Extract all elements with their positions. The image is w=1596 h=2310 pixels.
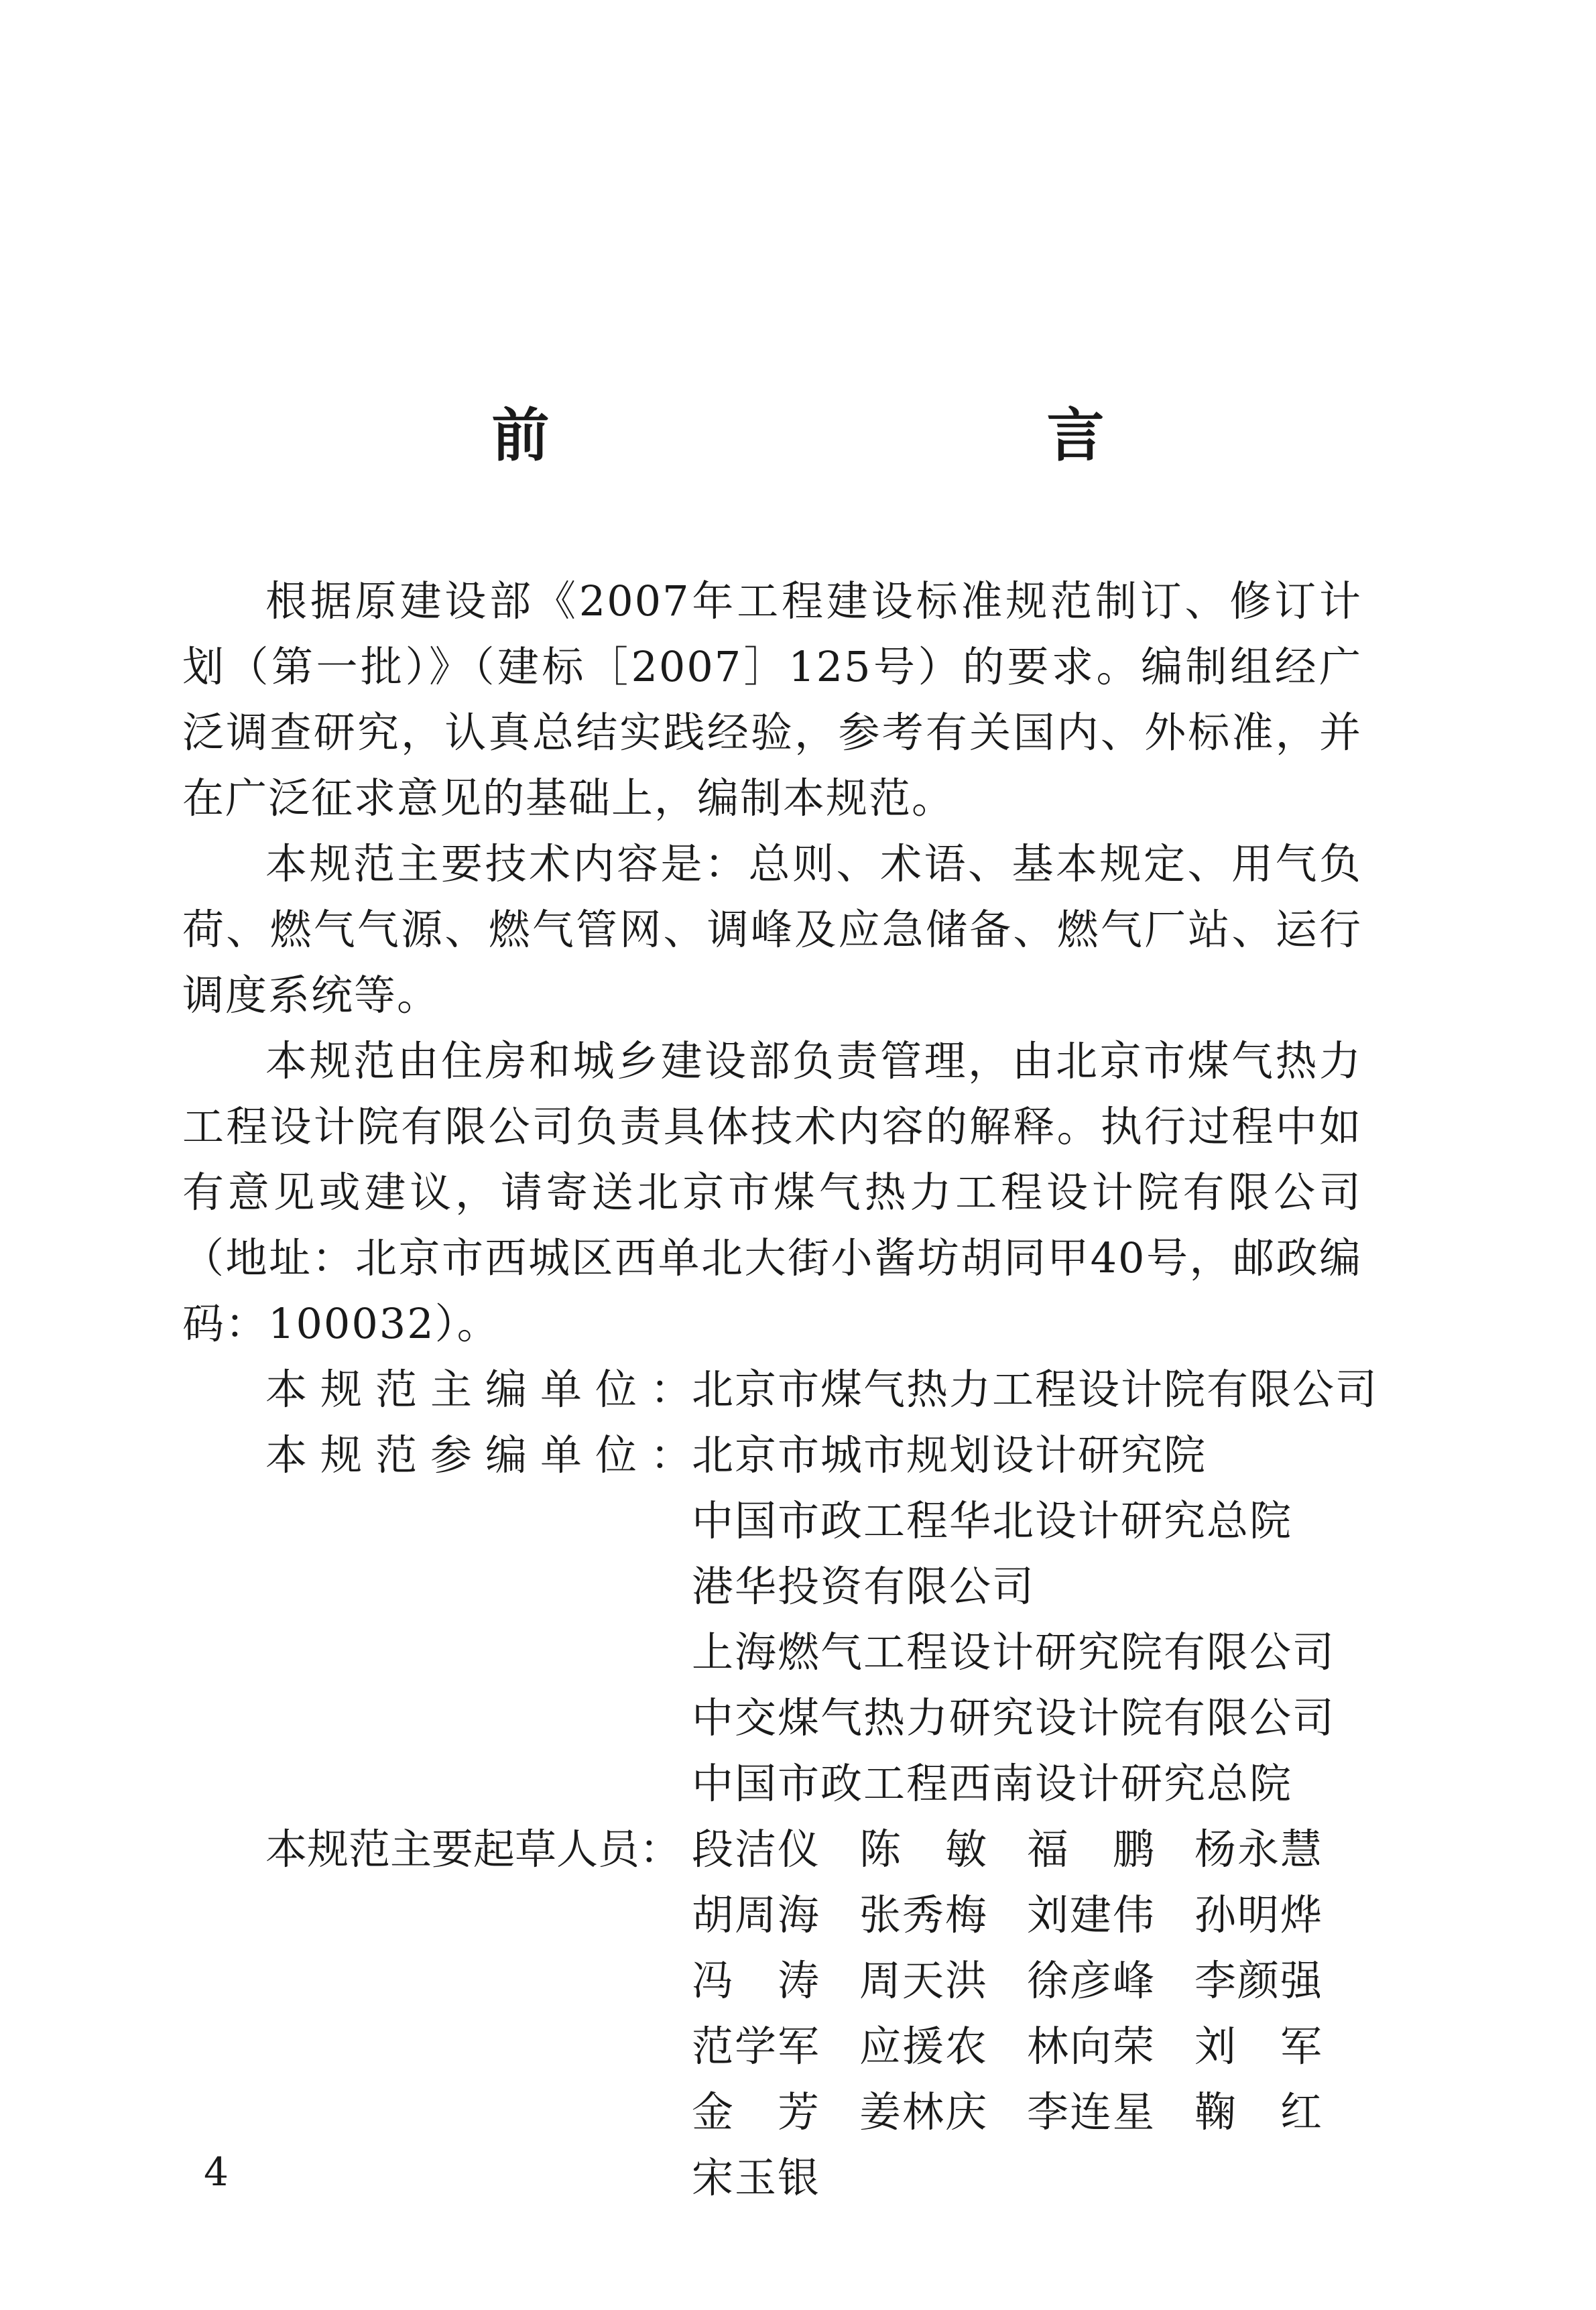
paragraph-basis: 根据原建设部《2007年工程建设标准规范制订、修订计划（第一批）》（建标［2007］125号）的要求。编制组经广泛调查研究，认真总结实践经验，参考有关国内、外标准，并在广泛征求意见的基础上，编制本规范。 (182, 576, 1362, 823)
paragraph-management: 本规范由住房和城乡建设部负责管理，由北京市煤气热力工程设计院有限公司负责具体技术内容的解释。执行过程中如有意见或建议，请寄送北京市煤气热力工程设计院有限公司（地址：北京市西城区西单北大街小酱坊胡同甲40号，邮政编码：100032）。 (182, 1036, 1362, 1348)
drafter-name: 胡周海 (692, 1890, 819, 1939)
drafter-name: 孙明烨 (1194, 1890, 1322, 1939)
drafter-name: 徐彦峰 (1027, 1956, 1154, 2005)
participating-unit: 中交煤气热力研究设计院有限公司 (692, 1693, 1336, 1742)
participating-unit: 北京市城市规划设计研究院 (692, 1431, 1207, 1479)
chief-unit-name: 北京市煤气热力工程设计院有限公司 (692, 1365, 1379, 1414)
drafter-name: 鞠红 (1194, 2087, 1322, 2136)
drafter-name: 周天洪 (859, 1956, 987, 2005)
drafter-name: 刘军 (1194, 2022, 1322, 2071)
drafters-list (692, 1817, 1362, 2211)
drafter-name: 姜林庆 (859, 2087, 987, 2136)
participating-unit: 中国市政工程华北设计研究总院 (692, 1496, 1293, 1545)
drafter-name: 范学军 (692, 2022, 819, 2071)
drafter-name: 金芳 (692, 2087, 819, 2136)
participating-unit: 港华投资有限公司 (692, 1562, 1036, 1611)
participating-units-list (692, 1422, 1335, 1817)
participating-units-label: 本规范参编单位： (265, 1431, 692, 1479)
drafter-name: 杨永慧 (1194, 1825, 1322, 1874)
drafter-name: 李连星 (1027, 2087, 1154, 2136)
chief-unit-row (182, 1357, 1379, 1422)
chief-unit-values (692, 1357, 1378, 1422)
paragraph-content: 本规范主要技术内容是：总则、术语、基本规定、用气负荷、燃气气源、燃气管网、调峰及应急储备、燃气厂站、运行调度系统等。 (182, 839, 1362, 1020)
drafters-row (182, 1817, 1362, 2211)
drafter-name: 福鹏 (1027, 1825, 1154, 1874)
page-title: 前 言 (491, 402, 1232, 469)
drafter-name: 段洁仪 (692, 1825, 819, 1874)
preface-body (182, 568, 1379, 2211)
drafter-name: 张秀梅 (859, 1890, 987, 1939)
drafter-name: 宋玉银 (692, 2153, 819, 2202)
drafter-name: 应援农 (859, 2022, 987, 2071)
participating-units-row (182, 1422, 1362, 1817)
chief-unit-label: 本规范主编单位： (265, 1365, 692, 1414)
drafter-name: 陈敏 (859, 1825, 987, 1874)
drafters-label: 本规范主要起草人员： (265, 1825, 682, 1874)
page-number: 4 (204, 2149, 229, 2195)
drafter-name: 林向荣 (1027, 2022, 1154, 2071)
participating-unit: 中国市政工程西南设计研究总院 (692, 1759, 1293, 1808)
drafter-name: 冯涛 (692, 1956, 819, 2005)
drafter-name: 李颜强 (1194, 1956, 1322, 2005)
participating-unit: 上海燃气工程设计研究院有限公司 (692, 1628, 1336, 1677)
drafter-name: 刘建伟 (1027, 1890, 1154, 1939)
